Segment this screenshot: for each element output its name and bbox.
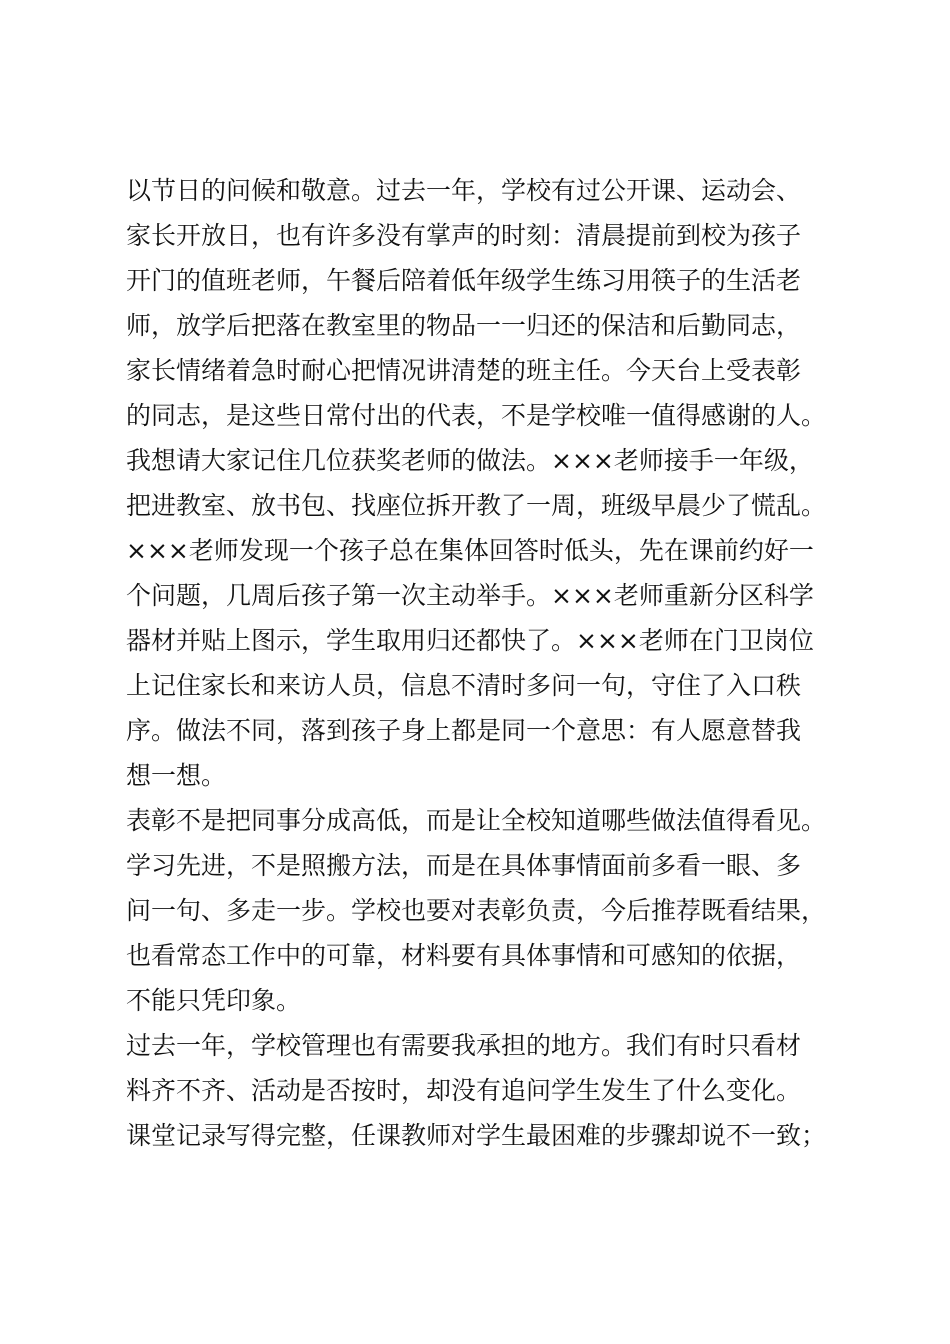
text-line: 想一想。 [126,761,227,790]
text-line: 学习先进，不是照搬方法，而是在具体事情面前多看一眼、多 [126,851,802,880]
text-line: 表彰不是把同事分成高低，而是让全校知道哪些做法值得看见。 [126,806,827,835]
text-line: 器材并贴上图示，学生取用归还都快了。×××老师在门卫岗位 [126,626,814,655]
text-line: 把进教室、放书包、找座位拆开教了一周，班级早晨少了慌乱。 [126,491,827,520]
text-line: 我想请大家记住几位获奖老师的做法。×××老师接手一年级， [126,446,814,475]
text-line: 问一句、多走一步。学校也要对表彰负责，今后推荐既看结果， [126,896,827,925]
text-line: 开门的值班老师，午餐后陪着低年级学生练习用筷子的生活老 [126,266,802,295]
text-line: 家长开放日，也有许多没有掌声的时刻：清晨提前到校为孩子 [126,221,802,250]
text-line: 的同志，是这些日常付出的代表，不是学校唯一值得感谢的人。 [126,401,827,430]
text-line: 也看常态工作中的可靠，材料要有具体事情和可感知的依据， [126,941,802,970]
text-line: 师，放学后把落在教室里的物品一一归还的保洁和后勤同志， [126,311,802,340]
text-line: 料齐不齐、活动是否按时，却没有追问学生发生了什么变化。 [126,1076,802,1105]
text-line: 家长情绪着急时耐心把情况讲清楚的班主任。今天台上受表彰 [126,356,802,385]
text-line: 课堂记录写得完整，任课教师对学生最困难的步骤却说不一致； [126,1121,827,1150]
text-line: 序。做法不同，落到孩子身上都是同一个意思：有人愿意替我 [126,716,802,745]
text-line: 个问题，几周后孩子第一次主动举手。×××老师重新分区科学 [126,581,814,610]
text-line: 不能只凭印象。 [126,986,302,1015]
text-line: ×××老师发现一个孩子总在集体回答时低头，先在课前约好一 [126,536,814,565]
text-line: 以节日的问候和敬意。过去一年，学校有过公开课、运动会、 [126,176,802,205]
text-line: 过去一年，学校管理也有需要我承担的地方。我们有时只看材 [126,1031,802,1060]
text-line: 上记住家长和来访人员，信息不清时多问一句，守住了入口秩 [126,671,802,700]
body-text [126,168,856,1158]
